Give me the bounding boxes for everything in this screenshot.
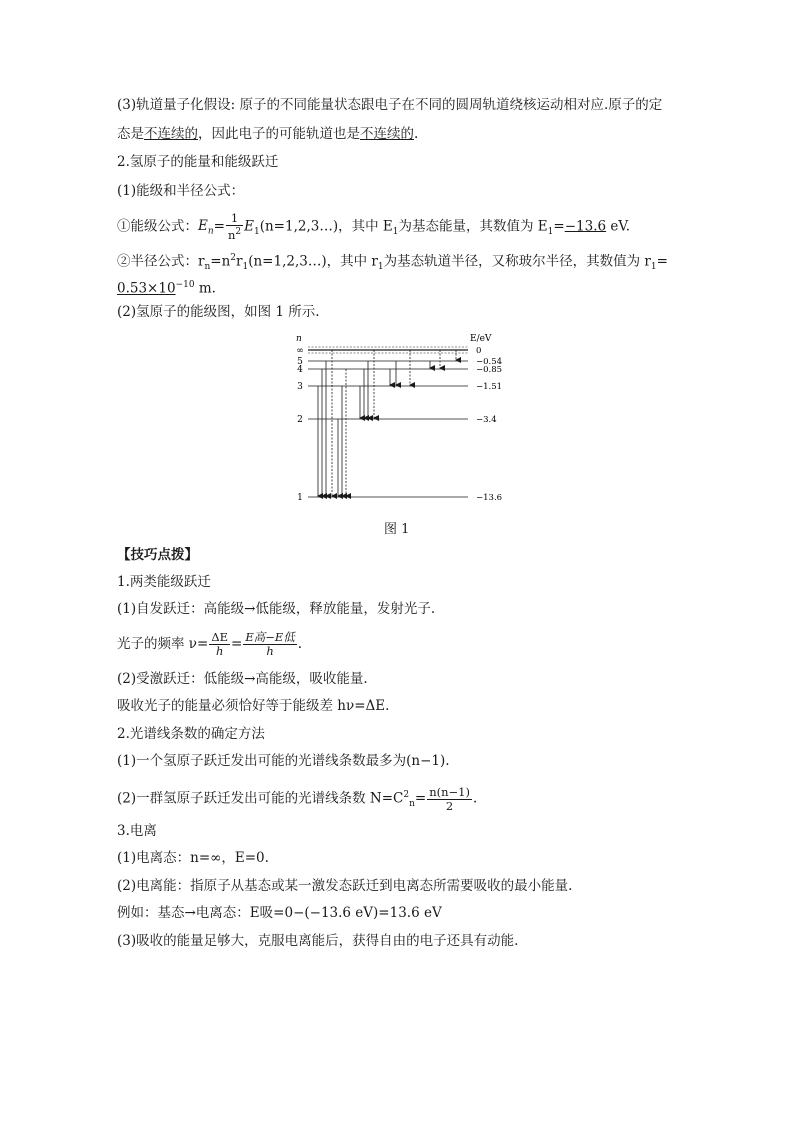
underlined-answer: 不连续的 xyxy=(144,126,198,142)
group-atom-lines-formula: (2)一群氢原子跃迁发出可能的光谱线条数 $N=C^2_n=$ $\frac{n(n-1)}{2}$ . xyxy=(117,784,478,813)
level-energy-label: −3.4 xyxy=(476,415,497,425)
formula-fraction: $\frac{n(n-1)}{2}$ xyxy=(429,784,470,813)
level-energy-label: −13.6 xyxy=(476,493,503,503)
level-energy-label: −0.85 xyxy=(476,365,503,375)
level-n-label: 1 xyxy=(297,493,303,503)
level-n-label: 4 xyxy=(297,365,303,375)
ionization-example: 例如：基态→电离态：E吸=0−(−13.6 eV)=13.6 eV xyxy=(117,905,442,921)
tips-title-spectral-lines: 2.光谱线条数的确定方法 xyxy=(117,726,265,742)
level-energy-label: 0 xyxy=(476,346,482,356)
level-n-label: ∞ xyxy=(296,346,304,356)
level-n-label: 5 xyxy=(297,357,303,367)
ionization-energy: (2)电离能：指原子从基态或某一激发态跃迁到电离态所需要吸收的最小能量. xyxy=(117,878,573,894)
energy-formula: ①能级公式：$E_n=$ $\frac{1}{n^2}$ $E_1(n=1,2,3\dots)$，其中 $E_1$为基态能量，其数值为 $E_1=-13.6$ eV. xyxy=(117,211,631,242)
level-n-label: 2 xyxy=(297,415,303,425)
paragraph-orbit-quantization: (3)轨道量子化假设: 原子的不同能量状态跟电子在不同的圆周轨道绕核运动相对应.原子的定 xyxy=(117,97,663,113)
underlined-answer: −13.6 xyxy=(564,218,607,235)
tips-title-transitions: 1.两类能级跃迁 xyxy=(117,574,211,590)
single-atom-lines: (1)一个氢原子跃迁发出可能的光谱线条数最多为(n−1). xyxy=(117,753,450,769)
ionized-state: (1)电离态：n=∞，E=0. xyxy=(117,850,269,866)
axis-label-energy: E/eV xyxy=(470,334,492,344)
radius-formula: ②半径公式：$r_n=n^2r_1(n=1,2,3\dots)$，其中 $r_1$为基态轨道半径，又称玻尔半径，其数值为 $r_1=$ xyxy=(117,253,668,273)
level-n-label: 3 xyxy=(297,382,303,392)
underlined-answer: 不连续的 xyxy=(360,126,414,142)
paragraph-orbit-quantization-cont: 态是不连续的，因此电子的可能轨道也是不连续的. xyxy=(117,126,419,142)
tips-header: 【技巧点拨】 xyxy=(117,547,198,563)
stimulated-transition: (2)受激跃迁：低能级→高能级，吸收能量. xyxy=(117,671,368,687)
subheading-formulas: (1)能级和半径公式： xyxy=(117,183,245,199)
figure-caption: 图 1 xyxy=(384,522,410,537)
kinetic-energy-note: (3)吸收的能量足够大，克服电离能后，获得自由的电子还具有动能. xyxy=(117,933,519,949)
energy-level-diagram xyxy=(280,330,510,512)
formula-fraction: $\frac{\Delta E}{h}$ xyxy=(211,630,229,658)
level-energy-label: −1.51 xyxy=(476,382,503,392)
level-lines xyxy=(296,346,502,503)
absorption-condition: 吸收光子的能量必须恰好等于能级差 hν=ΔE. xyxy=(117,698,390,714)
subheading-diagram: (2)氢原子的能级图，如图 1 所示. xyxy=(117,304,320,320)
formula-fraction: $\frac{1}{n^2}$ xyxy=(227,211,242,242)
spontaneous-transition: (1)自发跃迁：高能级→低能级，释放能量，发射光子. xyxy=(117,601,436,617)
underlined-answer: 0.53×10 xyxy=(117,280,176,297)
radius-value: $0.53\times 10^{-10}$ m. xyxy=(117,280,216,297)
level-energy-label: −0.54 xyxy=(476,357,503,367)
axis-label-n: n xyxy=(296,334,302,344)
section-title-energy-levels: 2.氢原子的能量和能级跃迁 xyxy=(117,154,279,170)
tips-title-ionization: 3.电离 xyxy=(117,823,157,839)
transition-arrows xyxy=(318,350,456,496)
formula-fraction: $\frac{\text{E高−E低}}{h}$ xyxy=(245,630,295,658)
photon-frequency-formula: 光子的频率 ν= $\frac{\Delta E}{h}$ = $\frac{\text{E高−E低}}{h}$ . xyxy=(117,630,303,658)
